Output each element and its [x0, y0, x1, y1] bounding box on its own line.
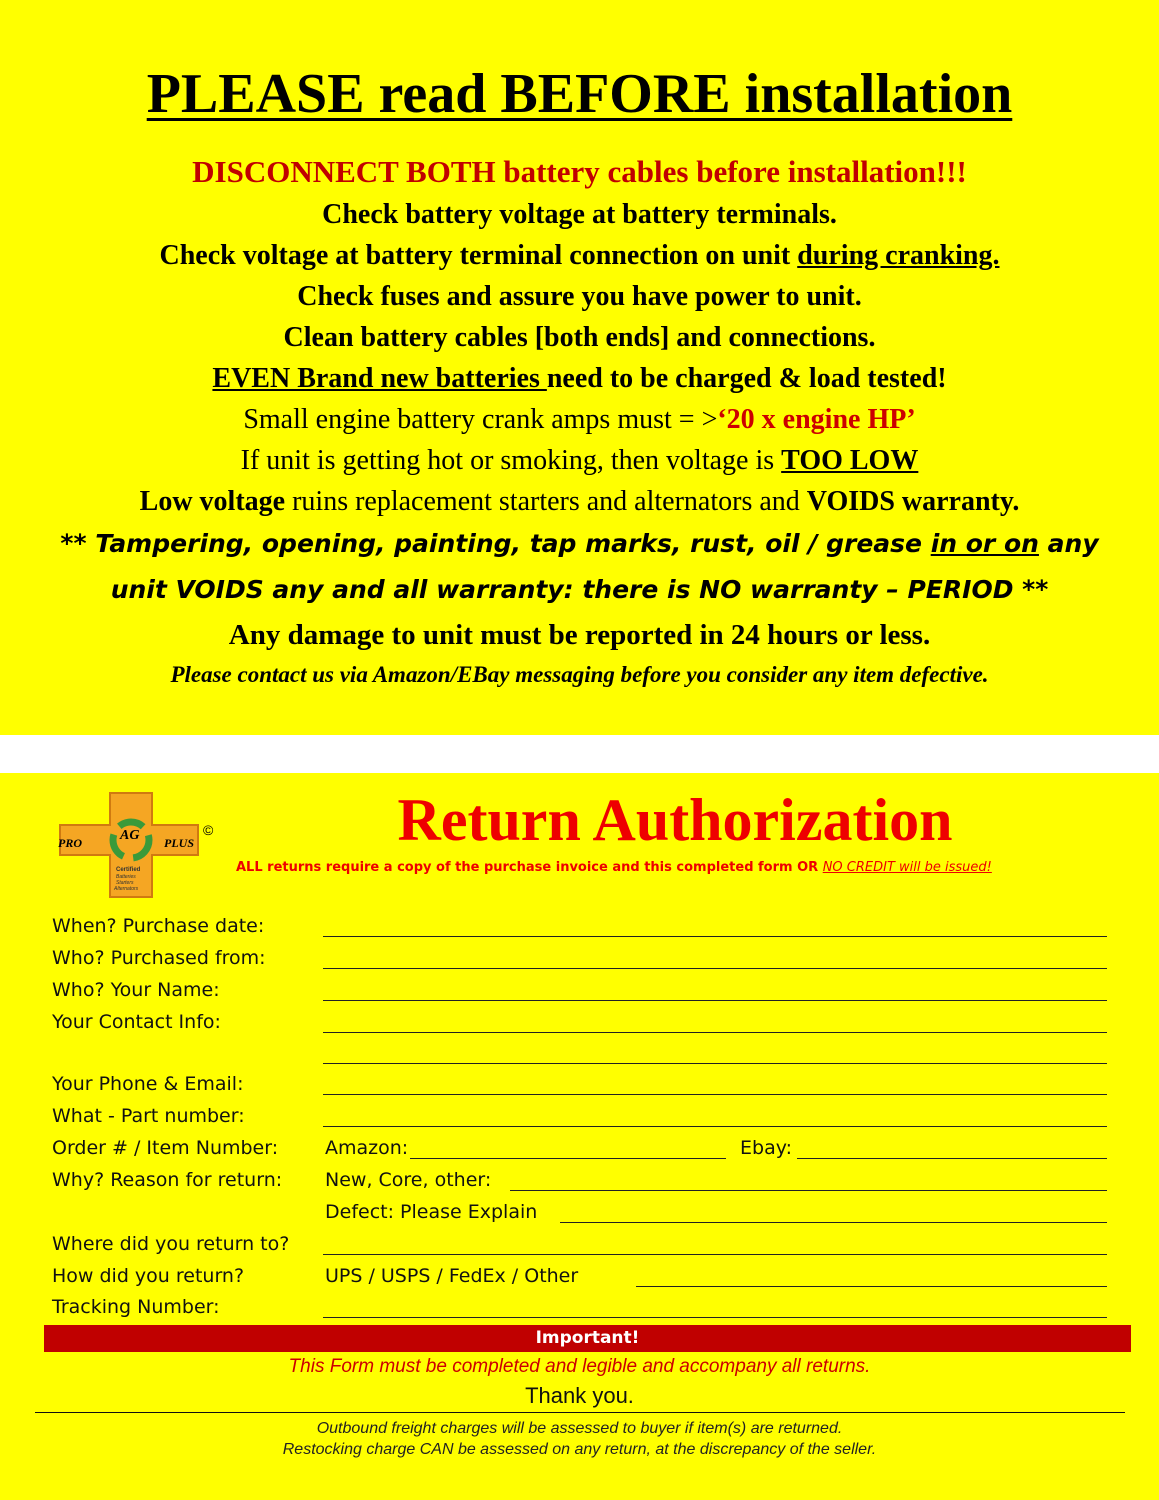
- low-voltage-line: [0, 486, 1159, 518]
- amazon-order-field[interactable]: [410, 1158, 726, 1159]
- contact-line: Please contact us via Amazon/EBay messaging before you consider any item defective.: [170, 662, 989, 687]
- ebay-order-field[interactable]: [797, 1158, 1107, 1159]
- purchase-date-field[interactable]: [323, 936, 1107, 937]
- crank-amps-emphasis: ‘20 x engine HP’: [717, 404, 916, 435]
- even-new-text: need to be charged & load tested!: [546, 363, 947, 394]
- damage-report-line: Any damage to unit must be reported in 24 hours or less.: [228, 619, 931, 651]
- footer-divider: [35, 1412, 1125, 1413]
- check-cranking-text: Check voltage at battery terminal connection on unit: [159, 240, 798, 271]
- check-cranking-line: [0, 240, 1159, 272]
- freight-charges-note: Outbound freight charges will be assessed to buyer if item(s) are returned.: [316, 1420, 843, 1437]
- logo-word-ag: AG: [120, 828, 140, 843]
- too-low-emphasis: TOO LOW: [781, 445, 919, 476]
- hot-unit-line: [0, 445, 1159, 477]
- tampering-line-2: unit VOIDS any and all warranty: there is NO warranty – PERIOD **: [110, 575, 1049, 604]
- tampering-suffix: any: [1038, 529, 1099, 558]
- carriers-label: UPS / USPS / FedEx / Other: [325, 1265, 579, 1287]
- pro-ag-plus-logo: [52, 789, 202, 901]
- logo-tagline-certified: Certified: [116, 867, 141, 873]
- your-name-label: Who? Your Name:: [52, 979, 220, 1001]
- how-returned-label: How did you return?: [52, 1265, 245, 1287]
- phone-email-field[interactable]: [323, 1094, 1107, 1095]
- check-fuses-line: Check fuses and assure you have power to unit.: [297, 281, 862, 312]
- important-label: Important!: [535, 1328, 640, 1348]
- low-voltage-text: ruins replacement starters and alternators and: [285, 486, 807, 517]
- contact-info-field-2[interactable]: [323, 1063, 1107, 1064]
- carrier-other-field[interactable]: [636, 1286, 1107, 1287]
- logo-tagline-batteries: Batteries: [116, 874, 136, 880]
- form-completion-notice: This Form must be completed and legible and accompany all returns.: [288, 1356, 871, 1377]
- crank-amps-line: [0, 404, 1159, 436]
- contact-info-field[interactable]: [323, 1032, 1107, 1033]
- purchased-from-field[interactable]: [323, 968, 1107, 969]
- amazon-label: Amazon:: [325, 1137, 409, 1159]
- restocking-charge-note: Restocking charge CAN be assessed on any return, at the discrepancy of the seller.: [282, 1441, 877, 1458]
- invoice-note-text: ALL returns require a copy of the purchase invoice and this completed form OR: [236, 860, 823, 875]
- hot-unit-text: If unit is getting hot or smoking, then voltage is: [240, 445, 782, 476]
- tracking-number-field[interactable]: [323, 1317, 1107, 1318]
- part-number-label: What - Part number:: [52, 1105, 245, 1127]
- purchased-from-label: Who? Purchased from:: [52, 947, 266, 969]
- reason-field[interactable]: [510, 1190, 1107, 1191]
- phone-email-label: Your Phone & Email:: [52, 1073, 244, 1095]
- reason-options-label: New, Core, other:: [325, 1169, 492, 1191]
- your-name-field[interactable]: [323, 1000, 1107, 1001]
- order-number-label: Order # / Item Number:: [52, 1137, 279, 1159]
- ebay-label: Ebay:: [740, 1137, 792, 1159]
- thank-you-text: Thank you.: [525, 1383, 634, 1408]
- in-or-on-emphasis: in or on: [930, 529, 1039, 558]
- logo-tagline-starters: Starters: [116, 880, 134, 886]
- logo-word-plus: PLUS: [164, 836, 194, 850]
- no-credit-emphasis: NO CREDIT will be issued!: [822, 860, 992, 875]
- returned-to-label: Where did you return to?: [52, 1233, 290, 1255]
- crank-amps-text: Small engine battery crank amps must = >: [243, 404, 718, 435]
- clean-cables-line: Clean battery cables [both ends] and connections.: [283, 322, 876, 353]
- voids-warranty-emphasis: VOIDS warranty.: [806, 486, 1020, 517]
- logo-tagline-alternators: Alternators: [114, 886, 139, 892]
- copyright-symbol: ©: [203, 822, 214, 838]
- purchase-date-label: When? Purchase date:: [52, 915, 265, 937]
- tampering-line-1: [0, 529, 1159, 558]
- return-authorization-title: Return Authorization: [397, 787, 953, 853]
- even-new-emphasis: EVEN Brand new batteries: [212, 363, 547, 394]
- during-cranking-emphasis: during cranking.: [797, 240, 1000, 271]
- defect-label: Defect: Please Explain: [325, 1201, 538, 1223]
- disconnect-warning: DISCONNECT BOTH battery cables before installation!!!: [192, 154, 967, 189]
- notice-title: PLEASE read BEFORE installation: [146, 63, 1013, 125]
- returned-to-field[interactable]: [323, 1254, 1107, 1255]
- new-batteries-line: [0, 363, 1159, 395]
- tampering-text: ** Tampering, opening, painting, tap marks, rust, oil / grease: [60, 529, 931, 558]
- contact-info-label: Your Contact Info:: [52, 1011, 221, 1033]
- important-banner: [44, 1325, 1131, 1352]
- reason-label: Why? Reason for return:: [52, 1169, 283, 1191]
- part-number-field[interactable]: [323, 1126, 1107, 1127]
- tracking-number-label: Tracking Number:: [52, 1296, 220, 1318]
- defect-explain-field[interactable]: [560, 1222, 1107, 1223]
- logo-word-pro: PRO: [58, 836, 82, 850]
- invoice-requirement-note: [236, 860, 992, 875]
- check-voltage-line: Check battery voltage at battery terminals.: [322, 199, 837, 230]
- low-voltage-emphasis: Low voltage: [139, 486, 286, 517]
